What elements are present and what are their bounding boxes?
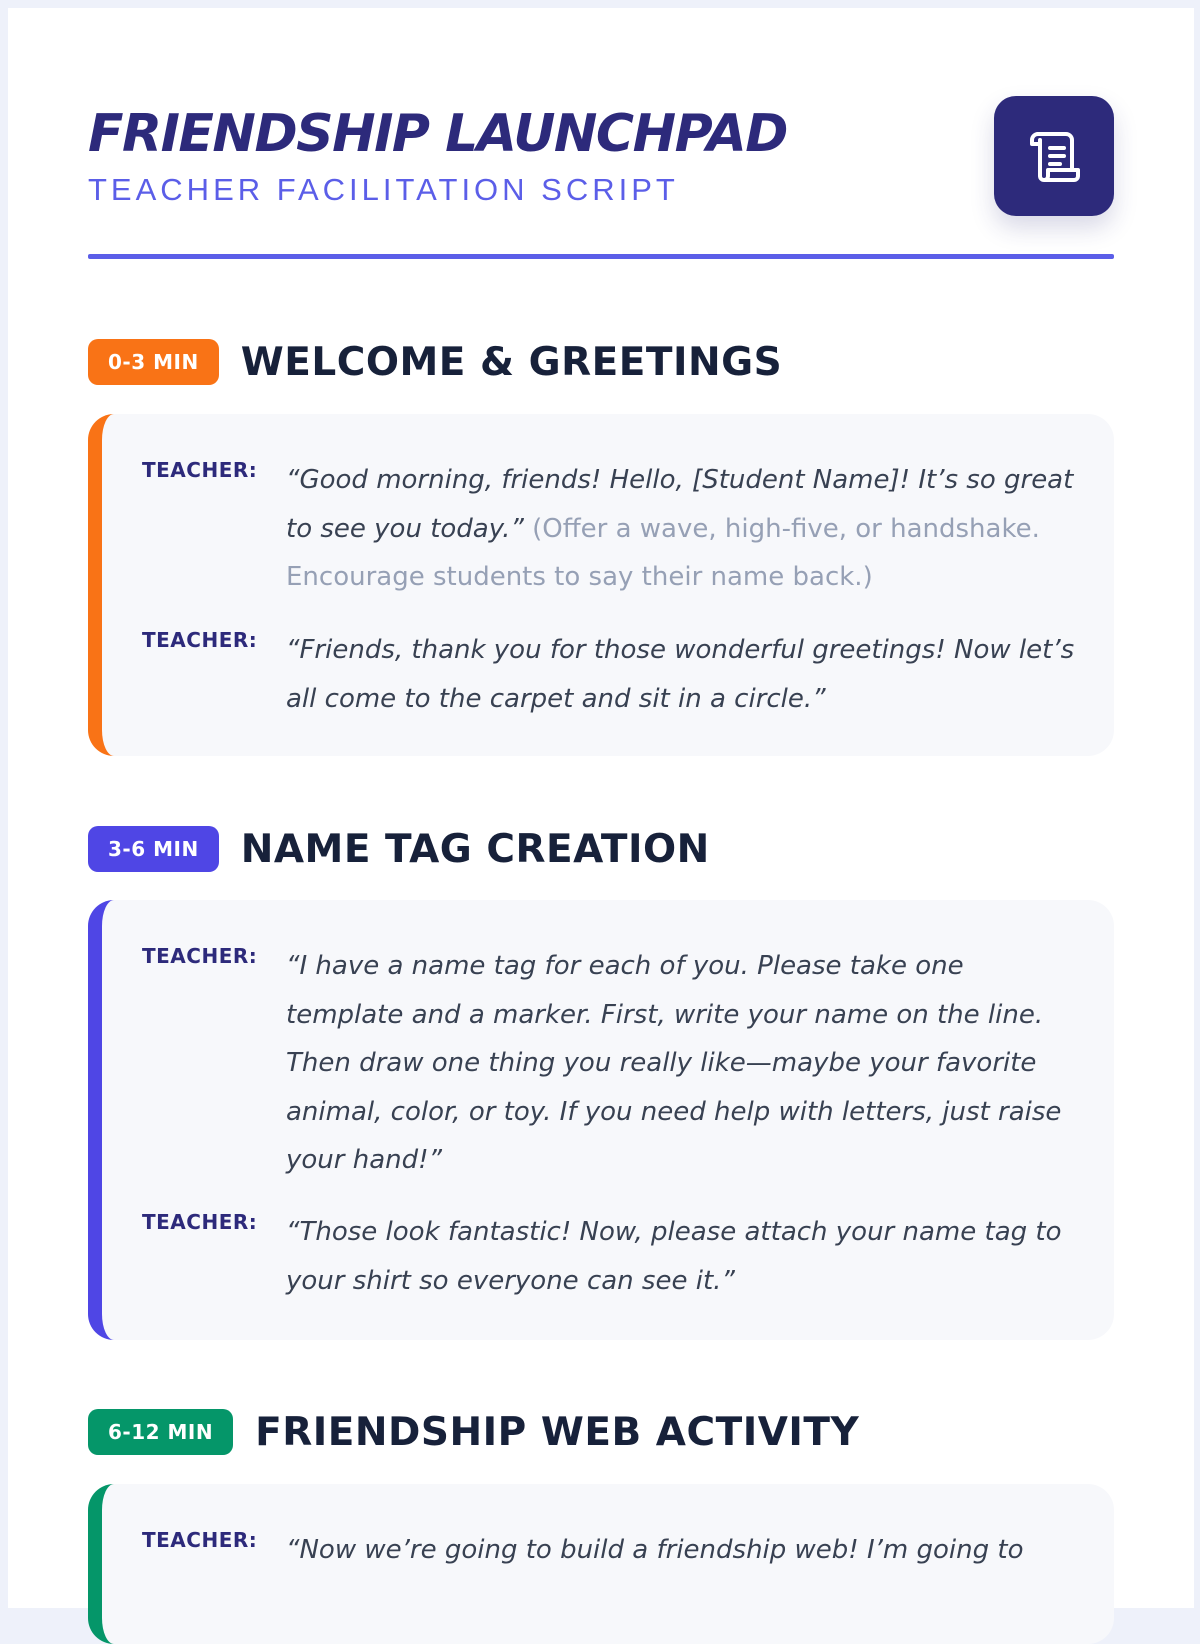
section-header-welcome	[88, 338, 782, 386]
speech-text: “I have a name tag for each of you. Please take one template and a marker. First, write your name on the line. Then draw one thing you really like—maybe your favorite animal, color, or toy. If you need help with letters, just raise your hand!”	[286, 951, 1062, 1175]
speaker-label: TEACHER:	[142, 1528, 258, 1552]
page	[8, 8, 1194, 1608]
section-title: WELCOME & GREETINGS	[240, 339, 783, 385]
script-card-friendship-web	[88, 1484, 1114, 1644]
script-card-welcome	[88, 414, 1114, 756]
speech-text	[286, 456, 1088, 602]
speech-text: “Now we’re going to build a friendship web! I’m going to	[286, 1535, 1024, 1565]
page-title: FRIENDSHIP LAUNCHPAD	[88, 104, 787, 164]
scroll-icon-button	[994, 96, 1114, 216]
time-badge: 6-12 MIN	[88, 1409, 233, 1455]
section-title: FRIENDSHIP WEB ACTIVITY	[255, 1409, 860, 1455]
speaker-label: TEACHER:	[142, 458, 258, 482]
section-title: NAME TAG CREATION	[240, 826, 710, 872]
script-card-name-tag	[88, 900, 1114, 1340]
section-header-friendship-web	[88, 1408, 859, 1456]
time-badge: 3-6 MIN	[88, 826, 219, 872]
speaker-label: TEACHER:	[142, 628, 258, 652]
time-badge: 0-3 MIN	[88, 339, 219, 385]
section-header-name-tag	[88, 825, 710, 873]
header	[88, 100, 1114, 270]
quote-text: “Good morning, friends! Hello, [Student Name]! It’s so great to see you today.”	[286, 465, 1074, 544]
speech-text: “Friends, thank you for those wonderful greetings! Now let’s all come to the carpet and sit in a circle.”	[286, 635, 1075, 714]
page-subtitle: TEACHER FACILITATION SCRIPT	[88, 172, 679, 207]
header-divider	[88, 254, 1114, 259]
speaker-label: TEACHER:	[142, 944, 258, 968]
speech-text: “Those look fantastic! Now, please attach your name tag to your shirt so everyone can see it.”	[286, 1217, 1062, 1296]
speaker-label: TEACHER:	[142, 1210, 258, 1234]
scroll-icon	[1022, 124, 1086, 188]
stage-direction: (Offer a wave, high-five, or handshake. Encourage students to say their name back.)	[286, 513, 1040, 592]
